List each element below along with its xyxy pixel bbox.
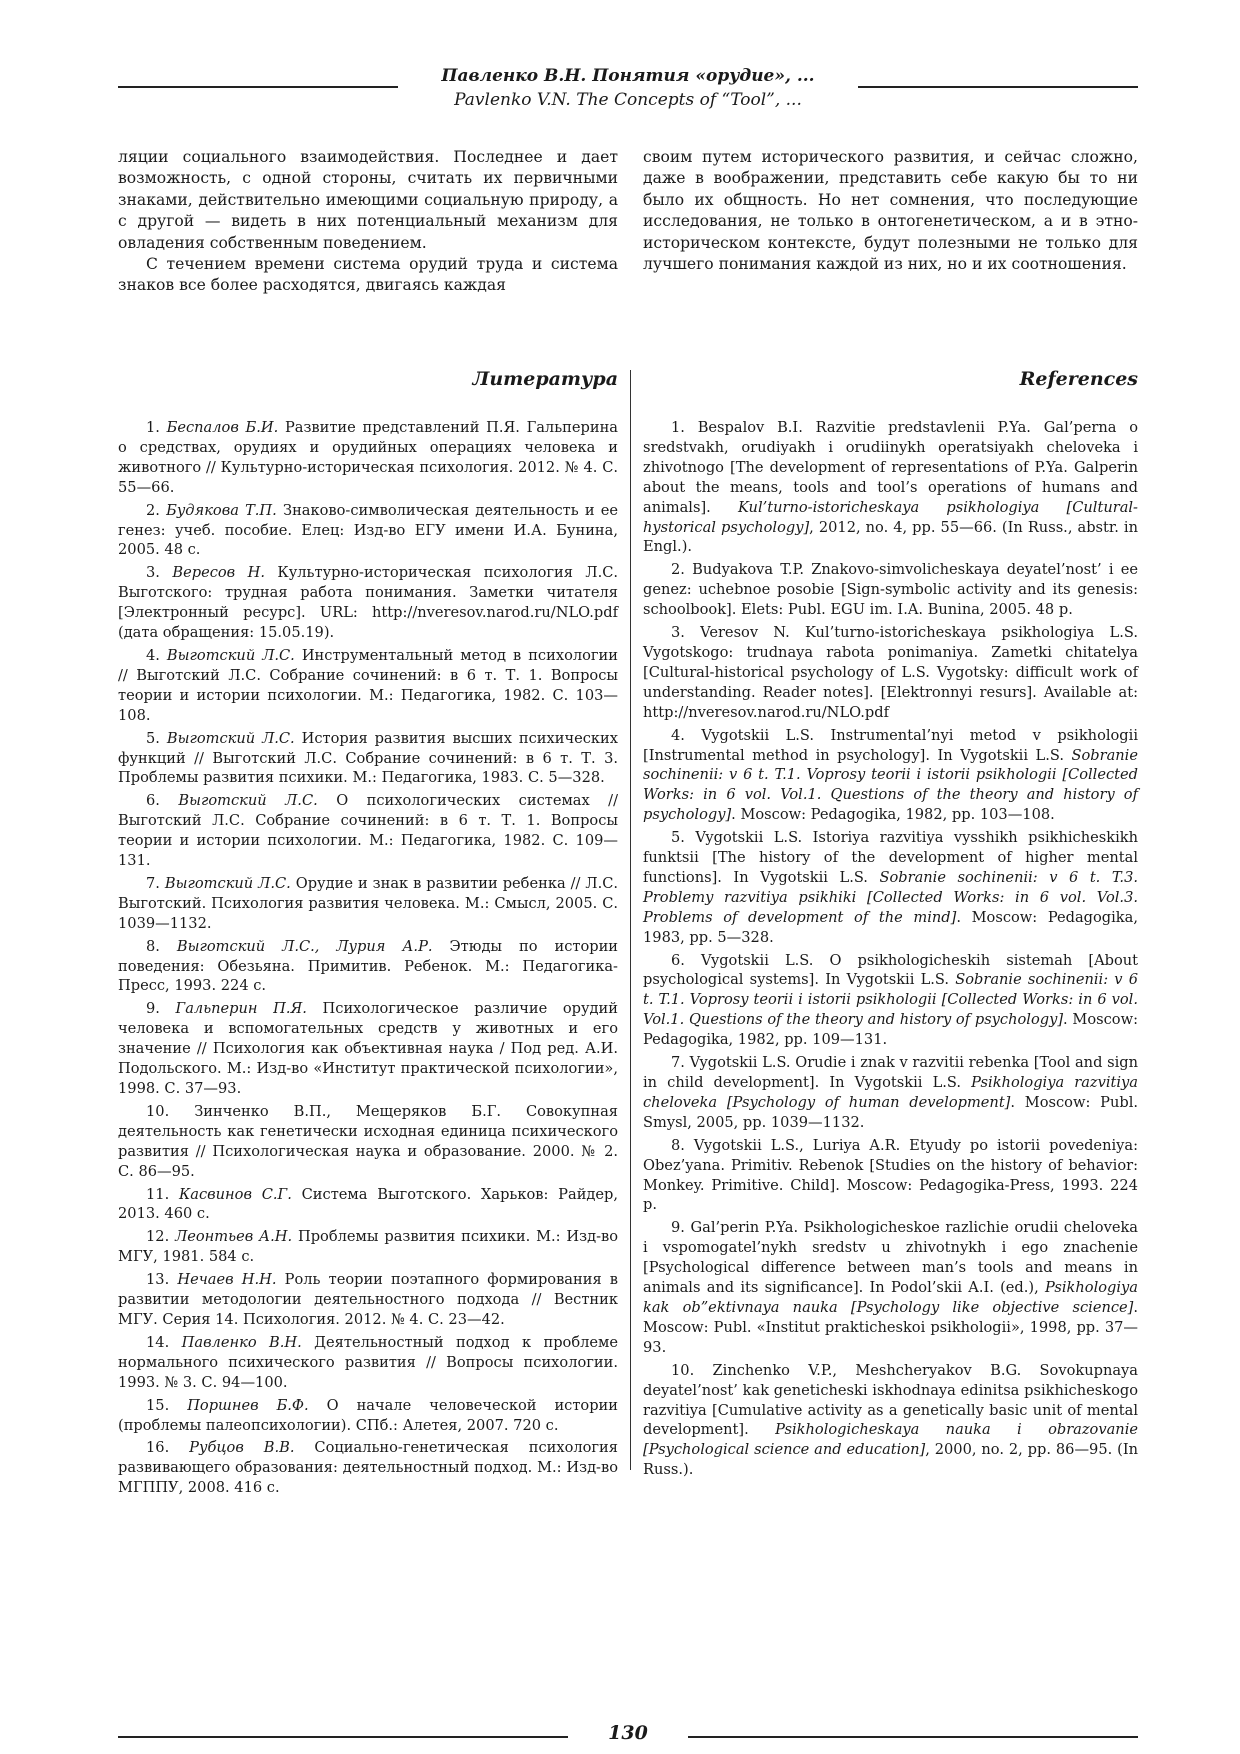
literature-item-text: Социально-генетическая психология развивающего образования: деятельностный подход. М.: Изд-во МГППУ, 2008. 416 с. (118, 1439, 618, 1497)
literature-item-text: Орудие и знак в развитии ребенка // Л.С. Выготский. Психология развития человека. М.: Смысл, 2005. С. 1039—1132. (118, 874, 619, 932)
literature-item (118, 874, 618, 934)
header-rule-left (118, 86, 398, 88)
literature-item-text: Этюды по истории поведения: Обезьяна. Примитив. Ребенок. М.: Педагогика-Пресс, 1993. 224 с. (118, 937, 619, 995)
references-heading: References (1019, 368, 1138, 390)
intro-left-paragraph-1: ляции социального взаимодействия. Последнее и дает возможность, с одной стороны, считать их первичными знаками, действительно имеющими социальную природу, а с другой — видеть в них потенциальный механизм для овладения собственным поведением. (118, 148, 618, 252)
literature-heading: Литература (472, 368, 618, 390)
reference-item (643, 1053, 1138, 1133)
reference-item-ital: Sobranie sochinenii: v 6 t. T.3. Problemy razvitiya psikhiki [Collected Works: in 6 vol. Vol.3. Problems of development of the mind] (643, 868, 1138, 926)
reference-item-post: . Moscow: Pedagogika, 1982, pp. 103—108. (731, 806, 1055, 824)
reference-item-ital: Kul’turno-istoricheskaya psikhologiya [Cultural-hystorical psychology] (643, 498, 1138, 536)
literature-item-author: Леонтьев А.Н. (175, 1228, 293, 1246)
literature-item (118, 791, 618, 871)
literature-item-text: О начале человеческой истории (проблемы палеопсихологии). СПб.: Алетея, 2007. 720 с. (118, 1396, 619, 1434)
footer-rule-right (688, 1736, 1138, 1738)
literature-item-number: 10. (146, 1102, 170, 1120)
literature-item-number: 15. (146, 1396, 170, 1414)
reference-item (643, 1218, 1138, 1357)
literature-item-author: Выготский Л.С. (178, 792, 318, 810)
literature-item (118, 729, 618, 789)
reference-item-ital: Psikhologicheskaya nauka i obrazovanie [Psychological science and education] (643, 1421, 1138, 1459)
literature-item-text: Инструментальный метод в психологии // Выготский Л.С. Собрание сочинений: в 6 т. Т. 1. Вопросы теории и истории психологии. М.: Педагогика, 1982. С. 103—108. (118, 646, 619, 724)
literature-item-author: Выготский Л.С., Лурия А.Р. (176, 937, 433, 955)
literature-item (118, 1270, 618, 1330)
literature-item (118, 563, 618, 643)
reference-item-ital: Psikhologiya kak ob”ektivnaya nauka [Psychology like objective science] (643, 1279, 1138, 1316)
reference-item (643, 418, 1138, 557)
literature-item-text: История развития высших психических функций // Выготский Л.С. Собрание сочинений: в 6 т. Т. 3. Проблемы развития психики. М.: Педагогика, 1983. С. 5—328. (118, 729, 619, 787)
reference-item (643, 828, 1138, 947)
literature-item-number: 8. (146, 937, 160, 955)
reference-item (643, 560, 1138, 620)
reference-item-ital: Sobranie sochinenii: v 6 t. T.1. Voprosy teorii i istorii psikhologii [Collected Works: in 6 vol. Vol.1. Questions of the theory and history of psychology] (643, 746, 1138, 824)
reference-item-post: , 2000, no. 2, pp. 86—95. (In Russ.). (643, 1441, 1139, 1479)
page-footer (118, 1722, 1138, 1752)
literature-item (118, 1227, 618, 1267)
reference-item (643, 726, 1138, 826)
reference-item-post: . Moscow: Publ. Smysl, 2005, pp. 1039—1132. (643, 1093, 1138, 1131)
literature-item-text: Проблемы развития психики. М.: Изд-во МГУ, 1981. 584 с. (118, 1228, 619, 1266)
literature-item-number: 12. (146, 1228, 170, 1246)
intro-left-column (118, 147, 618, 297)
literature-item-author: Нечаев Н.Н. (177, 1271, 277, 1289)
intro-left-paragraph-2: С течением времени система орудий труда и система знаков все более расходятся, двигаясь каждая (118, 255, 618, 295)
literature-item-number: 1. (146, 419, 160, 436)
header-titles (398, 64, 858, 112)
literature-item (118, 999, 618, 1099)
header-title-ru: Павленко В.Н. Понятия «орудие», ... (441, 66, 815, 86)
literature-item-number: 5. (146, 729, 160, 747)
literature-item-author: Беспалов Б.И. (166, 419, 279, 436)
literature-item-author: Выготский Л.С. (166, 729, 295, 747)
reference-item-pre: 9. Gal’perin P.Ya. Psikhologicheskoe razlichie orudii cheloveka i vspomogatel’nykh sredstv u zhivotnykh i ego znachenie [Psychological difference between man’s tools and means in animals and its significance]. In Podol’skii A.I. (ed.), (643, 1219, 1138, 1297)
literature-item (118, 1438, 618, 1498)
column-divider (630, 370, 631, 1470)
literature-item-number: 9. (146, 1000, 160, 1018)
literature-item-number: 14. (146, 1333, 170, 1351)
page-number: 130 (608, 1722, 648, 1744)
literature-item-text: Психологическое различие орудий человека и вспомогательных средств у животных и его значение // Психология как объективная наука / Под ред. А.И. Подольского. М.: Изд-во «Институт практической психологии», 1998. С. 37—93. (118, 1000, 618, 1097)
reference-item-pre: 7. Vygotskii L.S. Orudie i znak v razvitii rebenka [Tool and sign in child development]. In Vygotskii L.S. (643, 1054, 1138, 1091)
reference-item (643, 1136, 1138, 1216)
literature-item-number: 13. (146, 1271, 170, 1289)
literature-item-text: Деятельностный подход к проблеме нормального психического развития // Вопросы психологии. 1993. № 3. С. 94—100. (118, 1333, 619, 1391)
literature-item-text: Культурно-историческая психология Л.С. Выготского: трудная работа понимания. Заметки читателя [Электронный ресурс]. URL: http://nveresov.narod.ru/NLO.pdf (дата обращения: 15.05.19). (118, 564, 619, 642)
header-title-en: Pavlenko V.N. The Concepts of “Tool”, ... (454, 90, 802, 110)
footer-rule-left (118, 1736, 568, 1738)
literature-item-author: Вересов Н. (172, 564, 265, 582)
literature-item-author: Поршнев Б.Ф. (187, 1396, 309, 1414)
reference-item-pre: 3. Veresov N. Kul’turno-istoricheskaya psikhologiya L.S. Vygotskogo: trudnaya rabota ponimaniya. Zametki chitatelya [Cultural-historical psychology of L.S. Vygotsky: difficult work of understanding. Reader notes]. [Elektronnyi resurs]. Available at: http://nveresov.narod.ru/NLO.pdf (643, 624, 1138, 721)
literature-item (118, 1185, 618, 1225)
literature-item-text: Развитие представлений П.Я. Гальперина о средствах, орудиях и орудийных операциях человека и животного // Культурно-историческая психология. 2012. № 4. С. 55—66. (118, 419, 619, 496)
reference-item (643, 623, 1138, 723)
literature-item-author: Выготский Л.С. (166, 646, 295, 664)
literature-item-number: 11. (146, 1185, 170, 1203)
literature-item-author: Выготский Л.С. (164, 874, 291, 892)
literature-item-text: Роль теории поэтапного формирования в развитии методологии деятельностного подхода // Вестник МГУ. Серия 14. Психология. 2012. № 4. С. 23—42. (118, 1271, 618, 1328)
reference-item-pre: 2. Budyakova T.P. Znakovo-simvolicheskaya deyatel’nost’ i ee genez: uchebnoe posobie [Sign-symbolic activity and its genesis: schoolbook]. Elets: Publ. EGU im. I.A. Bunina, 2005. 48 p. (643, 561, 1138, 619)
reference-item-post: . Moscow: Pedagogika, 1982, pp. 109—131. (643, 1011, 1138, 1049)
reference-item-pre: 10. Zinchenko V.P., Meshcheryakov B.G. Sovokupnaya deyatel’nost’ kak geneticheski iskhodnaya edinitsa psikhicheskogo razvitiya [Cumulative activity as a genetically basic unit of mental development]. (643, 1361, 1138, 1439)
reference-item-post: , 2012, no. 4, pp. 55—66. (In Russ., abstr. in Engl.). (643, 518, 1138, 556)
literature-item-author: Павленко В.Н. (181, 1333, 302, 1351)
reference-item-post: . Moscow: Publ. «Institut prakticheskoi psikhologii», 1998, pp. 37—93. (643, 1298, 1138, 1356)
reference-item (643, 951, 1138, 1051)
literature-item (118, 1396, 618, 1436)
literature-item-text: Система Выготского. Харьков: Райдер, 2013. 460 с. (118, 1185, 619, 1223)
reference-item-pre: 8. Vygotskii L.S., Luriya A.R. Etyudy po istorii povedeniya: Obez’yana. Primitiv. Rebenok [Studies on the history of behavior: Monkey. Primitive. Child]. Moscow: Pedagogika-Press, 1993. 224 p. (643, 1136, 1138, 1214)
literature-item (118, 501, 618, 561)
literature-item-number: 16. (146, 1439, 170, 1457)
reference-item-pre: 1. Bespalov B.I. Razvitie predstavlenii P.Ya. Gal’perna o sredstvakh, orudiyakh i orudiinykh operatsiyakh cheloveka i zhivotnogo [The development of representations of P.Ya. Galperin about the means, tools and tool’s operations of humans and animals]. (643, 419, 1138, 516)
literature-item-number: 2. (146, 501, 160, 519)
literature-item-text: Знаково-символическая деятельность и ее генез: учеб. пособие. Елец: Изд-во ЕГУ имени И.А. Бунина, 2005. 48 с. (118, 501, 619, 559)
literature-item-number: 4. (146, 646, 160, 664)
reference-item-ital: Sobranie sochinenii: v 6 t. T.1. Voprosy teorii i istorii psikhologii [Collected Works: in 6 vol. Vol.1. Questions of the theory and history of psychology] (643, 971, 1139, 1029)
literature-item-number: 7. (146, 874, 160, 892)
intro-right-column (643, 147, 1138, 275)
literature-item-text: Зинченко В.П., Мещеряков Б.Г. Совокупная деятельность как генетически исходная единица психического развития // Психологическая наука и образование. 2000. № 2. С. 86—95. (118, 1102, 618, 1180)
literature-item (118, 1333, 618, 1393)
literature-item (118, 646, 618, 726)
literature-item-author: Будякова Т.П. (166, 501, 277, 519)
literature-item-number: 6. (146, 792, 160, 810)
header-rule-right (858, 86, 1138, 88)
literature-item-author: Гальперин П.Я. (175, 1000, 307, 1018)
literature-item-number: 3. (146, 564, 160, 582)
literature-item-text: О психологических системах // Выготский Л.С. Собрание сочинений: в 6 т. Т. 1. Вопросы теории и истории психологии. М.: Педагогика, 1982. С. 109—131. (118, 792, 619, 870)
intro-right-paragraph-1: своим путем исторического развития, и сейчас сложно, даже в воображении, представить себе какую бы то ни было их общность. Но нет сомнения, что последующие исследования, не только в онтогенетическом, а и в этно-историческом контексте, будут полезными не только для лучшего понимания каждой из них, но и их соотношения. (643, 148, 1138, 274)
literature-item (118, 1102, 618, 1182)
literature-item (118, 937, 618, 997)
literature-item (118, 418, 618, 498)
literature-item-author: Касвинов С.Г. (179, 1185, 292, 1203)
references-list (643, 418, 1138, 1483)
running-header (118, 64, 1138, 124)
reference-item-pre: 6. Vygotskii L.S. O psikhologicheskih sistemah [About psychological systems]. In Vygotskii L.S. (643, 951, 1138, 989)
literature-item-author: Рубцов В.В. (189, 1439, 295, 1457)
reference-item (643, 1361, 1138, 1480)
reference-item-pre: 5. Vygotskii L.S. Istoriya razvitiya vysshikh psikhicheskikh funktsii [The history of the development of higher mental functions]. In Vygotskii L.S. (643, 829, 1138, 886)
literature-list (118, 418, 618, 1501)
reference-item-pre: 4. Vygotskii L.S. Instrumental’nyi metod v psikhologii [Instrumental method in psychology]. In Vygotskii L.S. (643, 726, 1138, 764)
reference-item-post: . Moscow: Pedagogika, 1983, pp. 5—328. (643, 908, 1138, 946)
reference-item-ital: Psikhologiya razvitiya cheloveka [Psychology of human development] (643, 1074, 1139, 1111)
